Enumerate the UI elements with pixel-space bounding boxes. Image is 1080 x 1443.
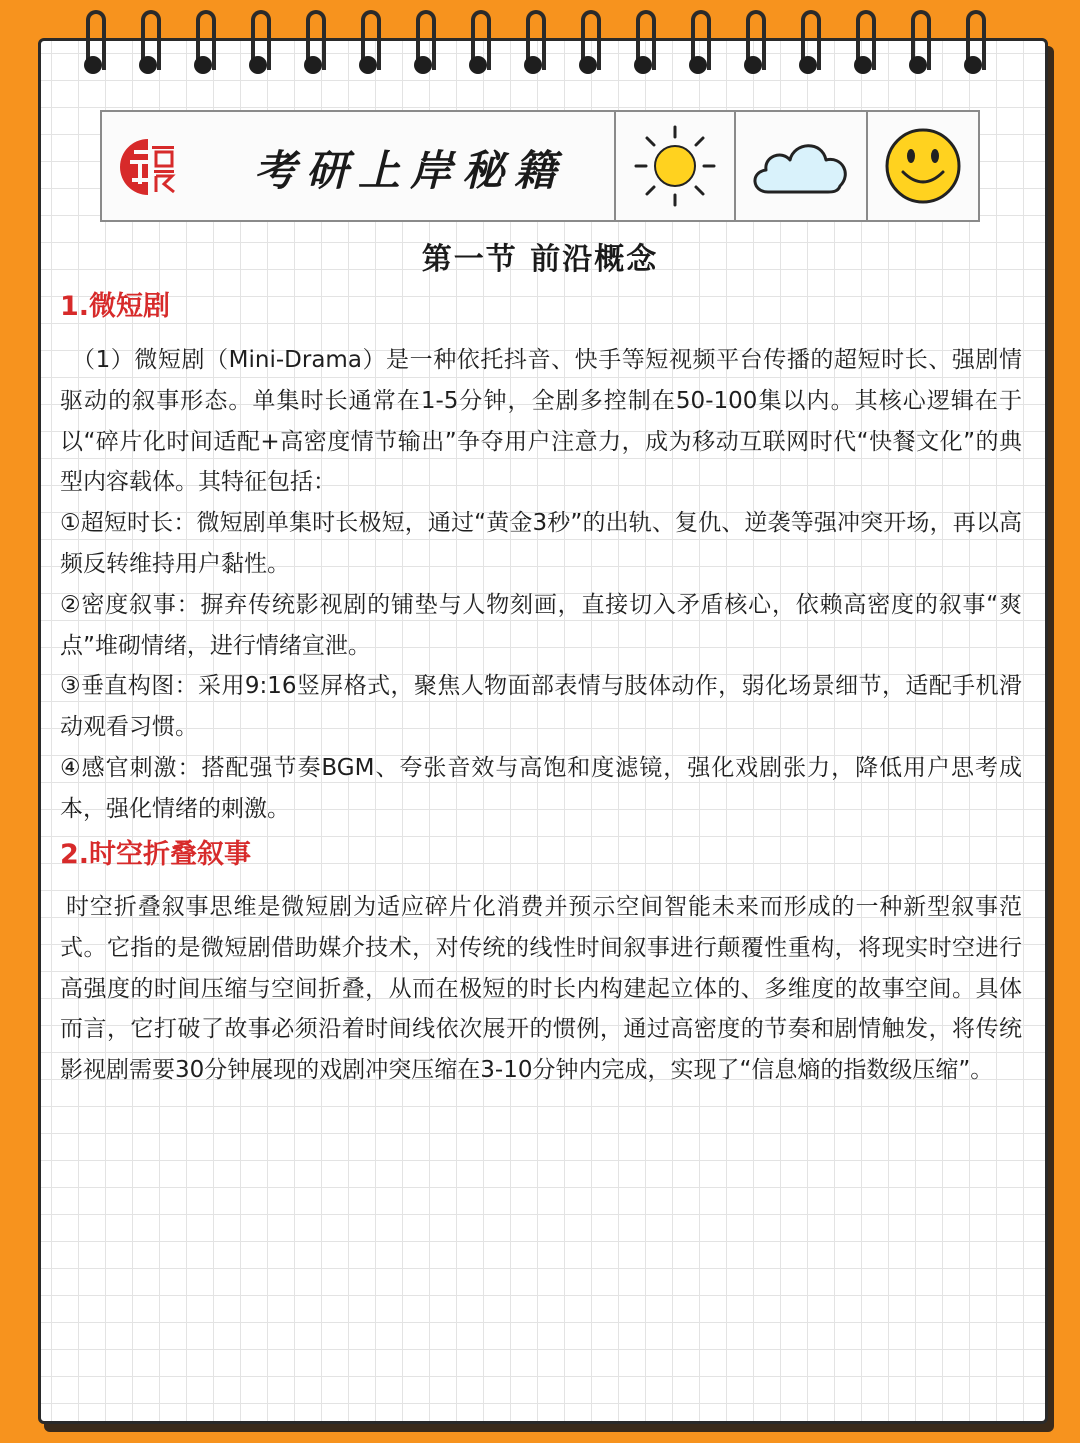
seal-logo-icon — [118, 134, 184, 200]
page-title: 第一节 前沿概念 — [421, 242, 659, 277]
sun-icon — [630, 121, 720, 211]
section-2-body — [60, 887, 1022, 1091]
paragraph: 时空折叠叙事思维是微短剧为适应碎片化消费并预示空间智能未来而形成的一种新型叙事范式。它指的是微短剧借助媒介技术，对传统的线性时间叙事进行颠覆性重构，将现实时空进行高强度的时间压缩与空间折叠，从而在极短的时长内构建起立体的、多维度的故事空间。具体而言，它打破了故事必须沿着时间线依次展开的惯例，通过高密度的节奏和剧情触发，将传统影视剧需要30分钟展现的戏剧冲突压缩在3-10分钟内完成，实现了“信息熵的指数级压缩”。 — [60, 894, 1022, 1084]
binding-ring — [80, 4, 106, 74]
cloud-icon — [746, 126, 856, 206]
binding-ring — [465, 4, 491, 74]
binding-ring — [410, 4, 436, 74]
binding-ring — [355, 4, 381, 74]
binding-ring — [685, 4, 711, 74]
spiral-binding — [80, 4, 1000, 84]
binding-ring — [795, 4, 821, 74]
binding-ring — [135, 4, 161, 74]
paragraph: ④感官刺激：搭配强节奏BGM、夸张音效与高饱和度滤镜，强化戏剧张力，降低用户思考成本，强化情绪的刺激。 — [60, 754, 1022, 822]
paragraph: （1）微短剧（Mini-Drama）是一种依托抖音、快手等短视频平台传播的超短时长、强剧情驱动的叙事形态。单集时长通常在1-5分钟，全剧多控制在50-100集以内。其核心逻辑在于以“碎片化时间适配+高密度情节输出”争夺用户注意力，成为移动互联网时代“快餐文化”的典型内容载体。其特征包括： — [60, 347, 1022, 496]
cloud-cell — [736, 112, 868, 220]
binding-ring — [575, 4, 601, 74]
header-banner — [100, 110, 980, 222]
sun-cell — [616, 112, 736, 220]
binding-ring — [960, 4, 986, 74]
smiley-cell — [868, 112, 978, 220]
paragraph: ①超短时长：微短剧单集时长极短，通过“黄金3秒”的出轨、复仇、逆袭等强冲突开场，再以高频反转维持用户黏性。 — [60, 510, 1022, 577]
brand-title: 考研上岸秘籍 — [254, 146, 567, 195]
section-heading-2: 2.时空折叠叙事 — [60, 839, 252, 870]
section-heading-1: 1.微短剧 — [60, 291, 171, 322]
binding-ring — [300, 4, 326, 74]
paragraph: ②密度叙事：摒弃传统影视剧的铺垫与人物刻画，直接切入矛盾核心，依赖高密度的叙事“爽点”堆砌情绪，进行情绪宣泄。 — [60, 591, 1022, 659]
binding-ring — [850, 4, 876, 74]
paragraph: ③垂直构图：采用9:16竖屏格式，聚焦人物面部表情与肢体动作，弱化场景细节，适配手机滑动观看习惯。 — [60, 673, 1022, 741]
binding-ring — [520, 4, 546, 74]
binding-ring — [630, 4, 656, 74]
section-1-body — [60, 340, 1022, 830]
binding-ring — [245, 4, 271, 74]
smiley-icon — [881, 124, 965, 208]
binding-ring — [740, 4, 766, 74]
binding-ring — [190, 4, 216, 74]
brand-cell — [102, 112, 616, 220]
binding-ring — [905, 4, 931, 74]
